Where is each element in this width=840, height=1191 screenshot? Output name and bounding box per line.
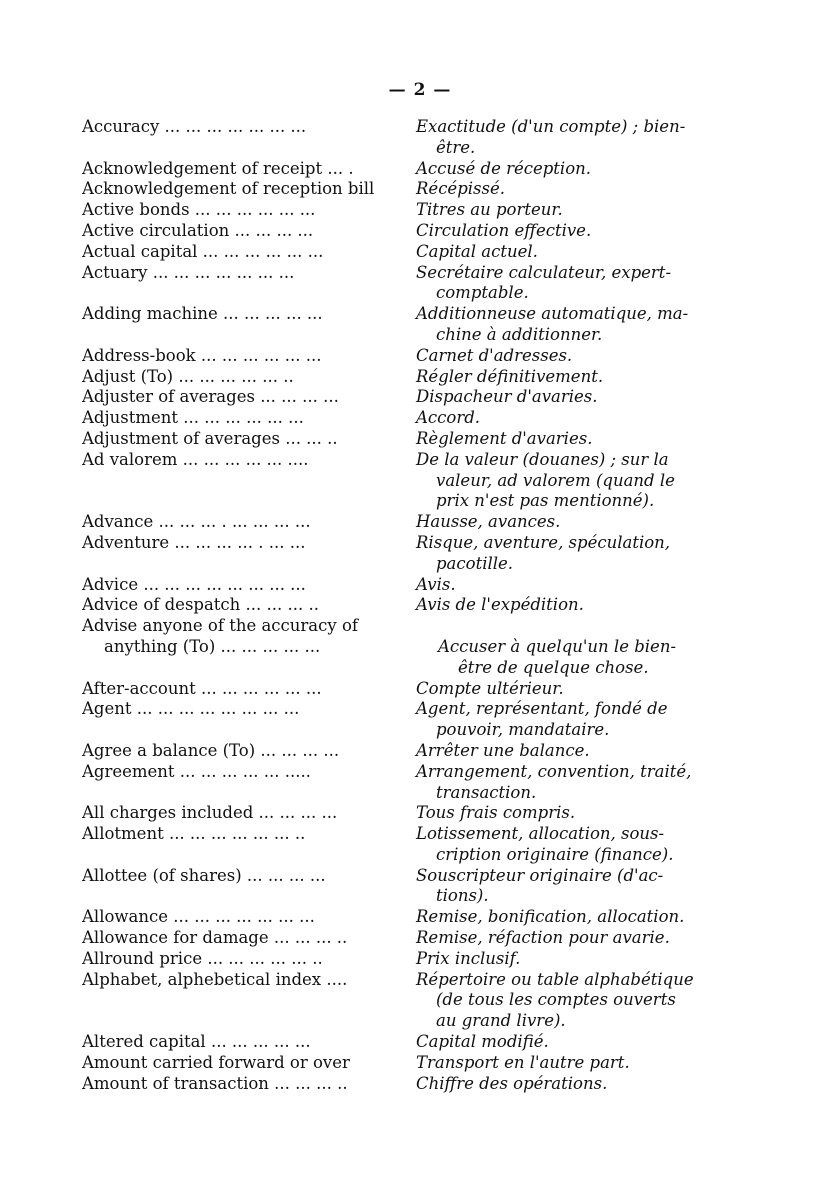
entry-term: anything (To) ... ... ... ... ... bbox=[104, 636, 321, 656]
translation-line: Répertoire ou table alphabétique bbox=[416, 969, 694, 989]
entry-translation bbox=[416, 907, 742, 928]
entry-translation bbox=[416, 429, 742, 450]
dictionary-entry bbox=[82, 242, 742, 263]
translation-line: chine à additionner. bbox=[436, 324, 603, 344]
entry-term: Actuary ... ... ... ... ... ... ... bbox=[82, 262, 295, 282]
translation-line: Secrétaire calculateur, expert- bbox=[416, 262, 672, 282]
entry-translation bbox=[416, 575, 742, 596]
dictionary-entry bbox=[82, 533, 742, 575]
dictionary-entry bbox=[82, 866, 742, 908]
entry-term: Advice of despatch ... ... ... .. bbox=[82, 595, 319, 615]
entry-translation bbox=[416, 595, 742, 616]
dictionary-entry bbox=[82, 803, 742, 824]
translation-line: Lotissement, allocation, sous- bbox=[416, 824, 665, 844]
translation-line: Accord. bbox=[416, 408, 481, 428]
entry-translation bbox=[416, 762, 742, 804]
dictionary-entry bbox=[82, 907, 742, 928]
entry-translation bbox=[416, 949, 742, 970]
dictionary-entry bbox=[82, 367, 742, 388]
entry-term: Adventure ... ... ... ... . ... ... bbox=[82, 532, 306, 552]
translation-line: Souscripteur originaire (d'ac- bbox=[416, 865, 664, 885]
entry-term: Agreement ... ... ... ... ... ..... bbox=[82, 761, 311, 781]
entry-term: Amount of transaction ... ... ... .. bbox=[82, 1073, 348, 1093]
translation-line: Agent, représentant, fondé de bbox=[416, 699, 668, 719]
entry-term: Allround price ... ... ... ... ... .. bbox=[82, 948, 323, 968]
entry-term: Active circulation ... ... ... ... bbox=[82, 220, 314, 240]
dictionary-entries bbox=[82, 117, 742, 1094]
entry-translation bbox=[416, 699, 742, 741]
entry-term: Acknowledgement of reception bill bbox=[82, 179, 375, 199]
translation-line: De la valeur (douanes) ; sur la bbox=[416, 449, 669, 469]
entry-translation bbox=[416, 928, 742, 949]
entry-translation bbox=[416, 304, 742, 346]
dictionary-entry bbox=[82, 1032, 742, 1053]
entry-translation bbox=[416, 263, 742, 305]
translation-line: Arrêter une balance. bbox=[416, 740, 590, 760]
entry-term: Alphabet, alphebetical index .... bbox=[82, 969, 348, 989]
entry-term: Advice ... ... ... ... ... ... ... ... bbox=[82, 574, 306, 594]
translation-line: Additionneuse automatique, ma- bbox=[416, 304, 689, 324]
dictionary-entry bbox=[82, 408, 742, 429]
entry-translation bbox=[416, 533, 742, 575]
dictionary-entry bbox=[82, 263, 742, 305]
translation-line: Régler définitivement. bbox=[416, 366, 604, 386]
entry-term: Adjustment of averages ... ... .. bbox=[82, 428, 338, 448]
dictionary-entry bbox=[82, 1074, 742, 1095]
entry-translation bbox=[416, 200, 742, 221]
entry-translation bbox=[416, 450, 742, 512]
translation-line: Chiffre des opérations. bbox=[416, 1073, 608, 1093]
translation-line: Capital actuel. bbox=[416, 241, 538, 261]
entry-translation bbox=[416, 346, 742, 367]
dictionary-entry bbox=[82, 179, 742, 200]
translation-line: Exactitude (d'un compte) ; bien- bbox=[416, 117, 686, 136]
entry-translation bbox=[416, 367, 742, 388]
translation-line: Règlement d'avaries. bbox=[416, 428, 593, 448]
entry-term: Allotment ... ... ... ... ... ... .. bbox=[82, 824, 306, 844]
entry-term: Allowance for damage ... ... ... .. bbox=[82, 928, 348, 948]
entry-term: Active bonds ... ... ... ... ... ... bbox=[82, 200, 316, 220]
entry-term: Address-book ... ... ... ... ... ... bbox=[82, 345, 322, 365]
dictionary-entry bbox=[82, 117, 742, 159]
dictionary-entry bbox=[82, 949, 742, 970]
translation-line: (de tous les comptes ouverts bbox=[436, 990, 676, 1010]
dictionary-entry bbox=[82, 304, 742, 346]
translation-line: Circulation effective. bbox=[416, 220, 592, 240]
entry-term: Adding machine ... ... ... ... ... bbox=[82, 304, 323, 324]
entry-translation bbox=[416, 408, 742, 429]
dictionary-entry bbox=[82, 595, 742, 616]
entry-translation bbox=[416, 1032, 742, 1053]
dictionary-entry bbox=[82, 637, 742, 679]
page-number: — 2 — bbox=[388, 80, 452, 100]
dictionary-entry bbox=[82, 575, 742, 596]
dictionary-entry bbox=[82, 512, 742, 533]
translation-line: Capital modifié. bbox=[416, 1032, 549, 1052]
entry-term: Allowance ... ... ... ... ... ... ... bbox=[82, 907, 315, 927]
entry-translation bbox=[416, 387, 742, 408]
entry-translation bbox=[416, 741, 742, 762]
entry-term: Adjust (To) ... ... ... ... ... .. bbox=[82, 366, 294, 386]
translation-line: prix n'est pas mentionné). bbox=[436, 491, 655, 511]
entry-term: Accuracy ... ... ... ... ... ... ... bbox=[82, 117, 307, 136]
entry-translation bbox=[416, 179, 742, 200]
entry-translation bbox=[416, 242, 742, 263]
dictionary-entry bbox=[82, 159, 742, 180]
entry-term: Amount carried forward or over bbox=[82, 1052, 350, 1072]
translation-line: pacotille. bbox=[436, 553, 514, 573]
translation-line: Compte ultérieur. bbox=[416, 678, 564, 698]
entry-translation bbox=[416, 970, 742, 1032]
entry-term: Adjuster of averages ... ... ... ... bbox=[82, 387, 339, 407]
dictionary-entry bbox=[82, 200, 742, 221]
translation-line: Risque, aventure, spéculation, bbox=[416, 532, 671, 552]
entry-term: Ad valorem ... ... ... ... ... .... bbox=[82, 449, 309, 469]
dictionary-entry bbox=[82, 699, 742, 741]
translation-line: Avis de l'expédition. bbox=[416, 595, 584, 615]
entry-term: Allottee (of shares) ... ... ... ... bbox=[82, 865, 326, 885]
translation-line: être de quelque chose. bbox=[458, 657, 649, 677]
translation-line: être. bbox=[436, 137, 476, 157]
translation-line: Accuser à quelqu'un le bien- bbox=[438, 636, 677, 656]
entry-term: Advance ... ... ... . ... ... ... ... bbox=[82, 512, 311, 532]
entry-term: All charges included ... ... ... ... bbox=[82, 803, 338, 823]
dictionary-entry bbox=[82, 221, 742, 242]
entry-term: Agree a balance (To) ... ... ... ... bbox=[82, 740, 340, 760]
entry-term: Altered capital ... ... ... ... ... bbox=[82, 1032, 311, 1052]
translation-line: Avis. bbox=[416, 574, 456, 594]
entry-translation bbox=[416, 117, 742, 159]
entry-translation bbox=[416, 1074, 742, 1095]
dictionary-entry bbox=[82, 970, 742, 1032]
translation-line: Accusé de réception. bbox=[416, 158, 592, 178]
translation-line: tions). bbox=[436, 886, 489, 906]
translation-line: au grand livre). bbox=[436, 1011, 566, 1031]
entry-translation bbox=[416, 159, 742, 180]
translation-line: Récépissé. bbox=[416, 179, 505, 199]
translation-line: pouvoir, mandataire. bbox=[436, 720, 610, 740]
entry-translation bbox=[416, 803, 742, 824]
dictionary-entry bbox=[82, 679, 742, 700]
translation-line: Prix inclusif. bbox=[416, 948, 521, 968]
translation-line: comptable. bbox=[436, 283, 529, 303]
dictionary-entry bbox=[82, 1053, 742, 1074]
dictionary-entry bbox=[82, 450, 742, 512]
translation-line: Remise, bonification, allocation. bbox=[416, 907, 685, 927]
entry-term: Advise anyone of the accuracy of bbox=[82, 616, 358, 636]
translation-line: Remise, réfaction pour avarie. bbox=[416, 928, 670, 948]
dictionary-entry bbox=[82, 741, 742, 762]
dictionary-entry bbox=[82, 429, 742, 450]
translation-line: cription originaire (finance). bbox=[436, 844, 674, 864]
dictionary-entry bbox=[82, 762, 742, 804]
entry-translation bbox=[416, 512, 742, 533]
dictionary-entry bbox=[82, 346, 742, 367]
entry-translation bbox=[416, 221, 742, 242]
entry-term: Actual capital ... ... ... ... ... ... bbox=[82, 241, 324, 261]
translation-line: Titres au porteur. bbox=[416, 200, 563, 220]
entry-translation bbox=[438, 637, 742, 679]
dictionary-entry bbox=[82, 824, 742, 866]
translation-line: Transport en l'autre part. bbox=[416, 1052, 630, 1072]
dictionary-entry bbox=[82, 616, 742, 637]
entry-term: Acknowledgement of receipt ... . bbox=[82, 158, 354, 178]
translation-line: Hausse, avances. bbox=[416, 512, 561, 532]
entry-term: Adjustment ... ... ... ... ... ... bbox=[82, 408, 304, 428]
dictionary-entry bbox=[82, 928, 742, 949]
translation-line: Tous frais compris. bbox=[416, 803, 576, 823]
translation-line: transaction. bbox=[436, 782, 537, 802]
entry-translation bbox=[416, 1053, 742, 1074]
translation-line: Dispacheur d'avaries. bbox=[416, 387, 598, 407]
dictionary-entry bbox=[82, 387, 742, 408]
entry-translation bbox=[416, 679, 742, 700]
entry-translation bbox=[416, 866, 742, 908]
translation-line: Carnet d'adresses. bbox=[416, 345, 573, 365]
entry-translation bbox=[416, 824, 742, 866]
translation-line: Arrangement, convention, traité, bbox=[416, 761, 692, 781]
entry-term: After-account ... ... ... ... ... ... bbox=[82, 678, 322, 698]
entry-term: Agent ... ... ... ... ... ... ... ... bbox=[82, 699, 300, 719]
translation-line: valeur, ad valorem (quand le bbox=[436, 470, 675, 490]
